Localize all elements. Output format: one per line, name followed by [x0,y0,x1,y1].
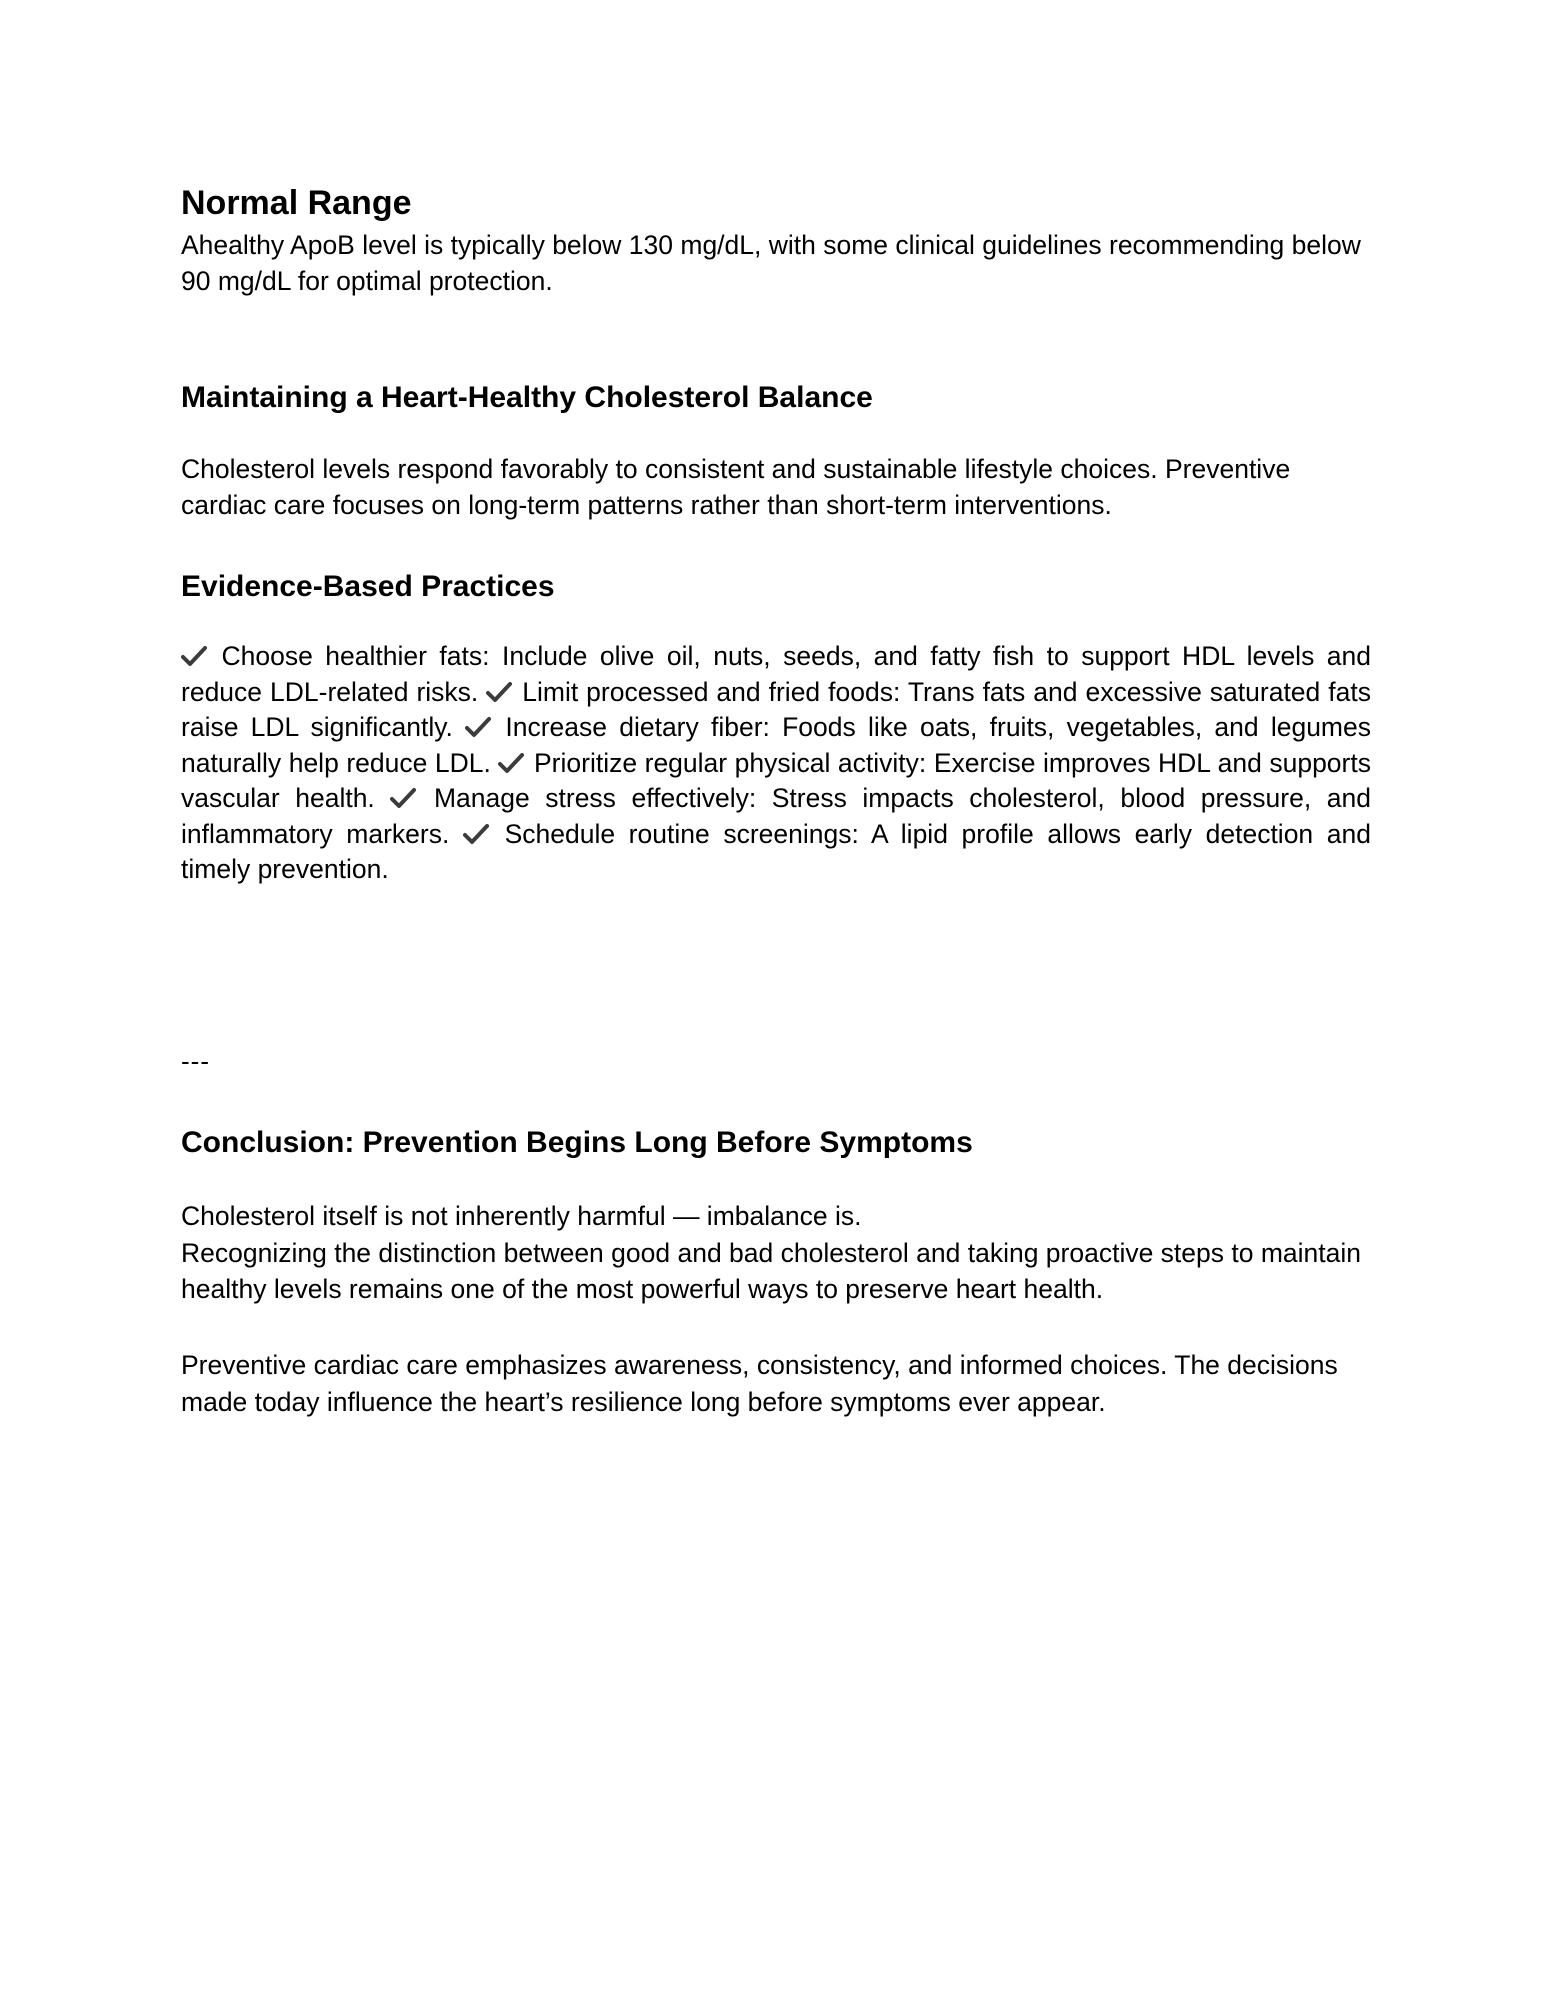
practice-item-text: Prioritize regular physical activity: Exercise improves HDL and supports vascular health. [181,747,1371,813]
conclusion-line-2: Recognizing the distinction between good and bad cholesterol and taking proactive steps to maintain healthy levels remains one of the most powerful ways to preserve heart health. [181,1237,1362,1304]
conclusion-line-1: Cholesterol itself is not inherently harmful — imbalance is. [181,1201,862,1231]
practice-item-text: Choose healthier fats: Include olive oil, nuts, seeds, and fatty fish to support HDL levels and reduce LDL-related risks. [181,641,1371,707]
practice-item-text: Increase dietary fiber: Foods like oats, fruits, vegetables, and legumes naturally help reduce LDL. [181,712,1371,778]
paragraph-normal-range: Ahealthy ApoB level is typically below 130 mg/dL, with some clinical guidelines recommending below 90 mg/dL for optimal protection. [181,230,1361,296]
practice-item-text: Limit processed and fried foods: Trans fats and excessive saturated fats raise LDL significantly. [181,676,1371,742]
heading-cholesterol-balance: Maintaining a Heart-Healthy Cholesterol Balance [181,381,873,414]
heading-normal-range: Normal Range [181,184,412,222]
practice-item-text: Schedule routine screenings: A lipid profile allows early detection and timely prevention. [181,818,1371,884]
check-mark-icon [181,645,207,667]
practice-item-text: Manage stress effectively: Stress impacts cholesterol, blood pressure, and inflammatory markers. [181,783,1371,849]
paragraph-conclusion-2: Preventive cardiac care emphasizes awareness, consistency, and informed choices. The decisions made today influence the heart’s resilience long before symptoms ever appear. [181,1350,1338,1417]
check-mark-icon [498,752,524,774]
section-separator: --- [181,1046,210,1076]
practices-paragraph [181,639,1371,888]
check-mark-icon [463,823,489,845]
heading-evidence-based-practices: Evidence-Based Practices [181,570,555,603]
paragraph-conclusion-1 [181,1198,1371,1308]
paragraph-cholesterol-balance: Cholesterol levels respond favorably to consistent and sustainable lifestyle choices. Preventive cardiac care focuses on long-term patterns rather than short-term interventions. [181,454,1291,520]
check-mark-icon [465,716,491,738]
heading-conclusion: Conclusion: Prevention Begins Long Before Symptoms [181,1126,973,1159]
check-mark-icon [390,787,416,809]
check-mark-icon [486,681,512,703]
